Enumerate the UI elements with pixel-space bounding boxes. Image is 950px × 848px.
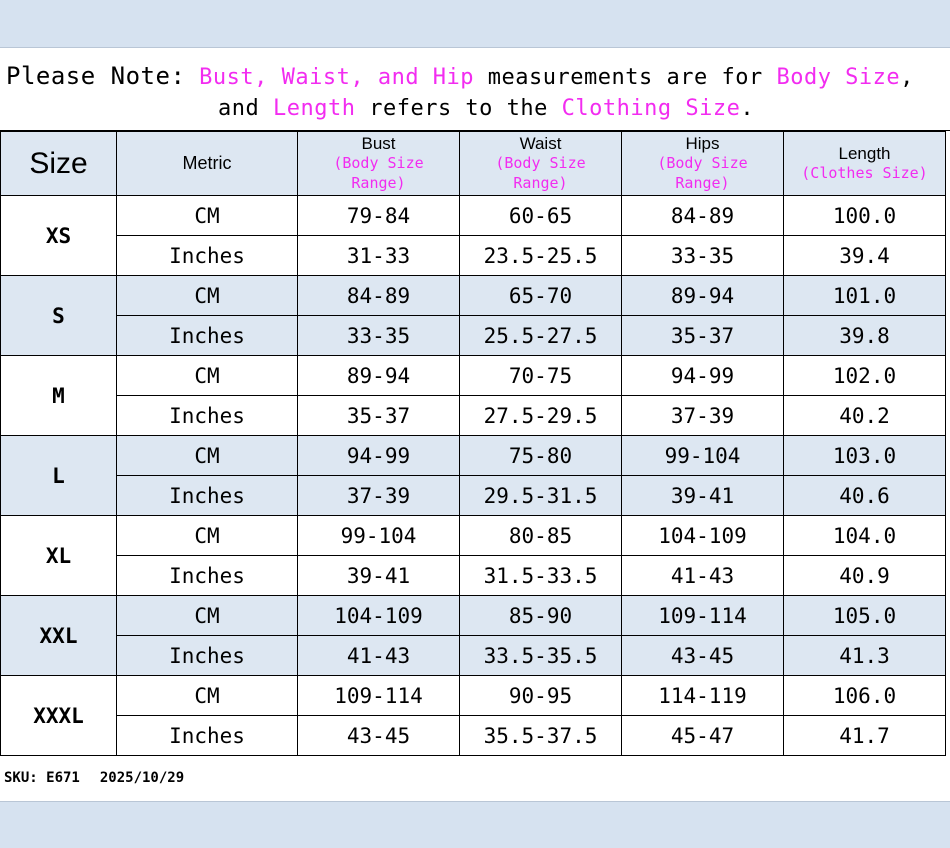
waist-cell: 70-75	[460, 356, 622, 396]
note-length: Length	[272, 96, 356, 121]
bust-cell: 37-39	[298, 476, 460, 516]
hips-cell: 99-104	[622, 436, 784, 476]
bust-cell: 35-37	[298, 396, 460, 436]
header-length	[784, 132, 946, 196]
metric-cell: Inches	[117, 396, 298, 436]
length-cell: 105.0	[784, 596, 946, 636]
length-cell: 102.0	[784, 356, 946, 396]
hips-cell: 94-99	[622, 356, 784, 396]
hips-cell: 39-41	[622, 476, 784, 516]
header-bust-sub-2: Range)	[351, 174, 406, 192]
bust-cell: 89-94	[298, 356, 460, 396]
hips-cell: 35-37	[622, 316, 784, 356]
bust-cell: 43-45	[298, 716, 460, 756]
note-comma: ,	[900, 65, 914, 90]
header-length-label: Length	[838, 144, 891, 163]
header-waist-sub-1: (Body Size	[495, 154, 586, 172]
metric-cell: Inches	[117, 636, 298, 676]
note-text-a: measurements are for	[474, 65, 777, 90]
metric-cell: CM	[117, 436, 298, 476]
table-row	[1, 516, 946, 556]
length-cell: 39.8	[784, 316, 946, 356]
size-label: L	[1, 436, 117, 516]
hips-cell: 41-43	[622, 556, 784, 596]
note-body-size: Body Size	[776, 65, 901, 90]
hips-cell: 33-35	[622, 236, 784, 276]
length-cell: 103.0	[784, 436, 946, 476]
metric-cell: CM	[117, 596, 298, 636]
metric-cell: Inches	[117, 556, 298, 596]
table-row	[1, 556, 946, 596]
note-clothing-size: Clothing Size	[561, 96, 741, 121]
length-cell: 101.0	[784, 276, 946, 316]
waist-cell: 65-70	[460, 276, 622, 316]
bust-cell: 109-114	[298, 676, 460, 716]
bust-cell: 41-43	[298, 636, 460, 676]
metric-cell: CM	[117, 676, 298, 716]
table-row	[1, 236, 946, 276]
size-label: XL	[1, 516, 117, 596]
note-text-c: refers to the	[355, 96, 562, 121]
bust-cell: 94-99	[298, 436, 460, 476]
waist-cell: 25.5-27.5	[460, 316, 622, 356]
bust-cell: 84-89	[298, 276, 460, 316]
size-label: S	[1, 276, 117, 356]
metric-cell: Inches	[117, 236, 298, 276]
waist-cell: 90-95	[460, 676, 622, 716]
table-row	[1, 716, 946, 756]
waist-cell: 75-80	[460, 436, 622, 476]
waist-cell: 31.5-33.5	[460, 556, 622, 596]
bust-cell: 33-35	[298, 316, 460, 356]
length-cell: 104.0	[784, 516, 946, 556]
header-hips-sub-2: Range)	[675, 174, 730, 192]
waist-cell: 85-90	[460, 596, 622, 636]
hips-cell: 43-45	[622, 636, 784, 676]
hips-cell: 104-109	[622, 516, 784, 556]
sku-date: 2025/10/29	[99, 770, 185, 786]
metric-cell: CM	[117, 516, 298, 556]
table-row	[1, 596, 946, 636]
waist-cell: 80-85	[460, 516, 622, 556]
note-line-2	[218, 96, 754, 121]
hips-cell: 84-89	[622, 196, 784, 236]
table-row	[1, 196, 946, 236]
header-bust	[298, 132, 460, 196]
note-period: .	[740, 96, 755, 121]
hips-cell: 45-47	[622, 716, 784, 756]
metric-cell: Inches	[117, 476, 298, 516]
waist-cell: 60-65	[460, 196, 622, 236]
table-row	[1, 356, 946, 396]
size-label: M	[1, 356, 117, 436]
sku-footer	[4, 770, 184, 786]
table-row	[1, 436, 946, 476]
waist-cell: 35.5-37.5	[460, 716, 622, 756]
note-lead: Please Note:	[6, 62, 186, 90]
hips-cell: 109-114	[622, 596, 784, 636]
bust-cell: 79-84	[298, 196, 460, 236]
length-cell: 39.4	[784, 236, 946, 276]
table-row	[1, 276, 946, 316]
table-row	[1, 476, 946, 516]
length-cell: 41.3	[784, 636, 946, 676]
length-cell: 40.9	[784, 556, 946, 596]
waist-cell: 33.5-35.5	[460, 636, 622, 676]
header-length-sub: (Clothes Size)	[801, 164, 928, 182]
size-label: XXL	[1, 596, 117, 676]
length-cell: 41.7	[784, 716, 946, 756]
waist-cell: 29.5-31.5	[460, 476, 622, 516]
header-metric: Metric	[117, 132, 298, 196]
table-row	[1, 316, 946, 356]
header-waist-label: Waist	[519, 134, 562, 153]
length-cell: 40.2	[784, 396, 946, 436]
size-label: XS	[1, 196, 117, 276]
table-header-row	[1, 132, 946, 196]
length-cell: 106.0	[784, 676, 946, 716]
metric-cell: CM	[117, 276, 298, 316]
bust-cell: 39-41	[298, 556, 460, 596]
header-waist-sub-2: Range)	[513, 174, 568, 192]
metric-cell: Inches	[117, 316, 298, 356]
size-table	[0, 131, 946, 756]
hips-cell: 89-94	[622, 276, 784, 316]
table-row	[1, 676, 946, 716]
note-measure-names: Bust, Waist, and Hip	[199, 65, 475, 90]
hips-cell: 114-119	[622, 676, 784, 716]
sku-code: SKU: E671	[4, 770, 80, 786]
bust-cell: 104-109	[298, 596, 460, 636]
size-chart-card	[0, 47, 950, 802]
size-label: XXXL	[1, 676, 117, 756]
header-hips-label: Hips	[685, 134, 720, 153]
measurement-note	[0, 48, 950, 131]
header-hips	[622, 132, 784, 196]
metric-cell: CM	[117, 356, 298, 396]
waist-cell: 23.5-25.5	[460, 236, 622, 276]
header-hips-sub-1: (Body Size	[657, 154, 748, 172]
header-waist	[460, 132, 622, 196]
metric-cell: Inches	[117, 716, 298, 756]
header-bust-sub-1: (Body Size	[333, 154, 424, 172]
bust-cell: 99-104	[298, 516, 460, 556]
table-row	[1, 636, 946, 676]
length-cell: 40.6	[784, 476, 946, 516]
metric-cell: CM	[117, 196, 298, 236]
header-size: Size	[1, 132, 117, 196]
bust-cell: 31-33	[298, 236, 460, 276]
header-bust-label: Bust	[361, 134, 396, 153]
length-cell: 100.0	[784, 196, 946, 236]
waist-cell: 27.5-29.5	[460, 396, 622, 436]
hips-cell: 37-39	[622, 396, 784, 436]
table-row	[1, 396, 946, 436]
note-text-b: and	[218, 96, 273, 121]
note-line-1	[6, 62, 914, 90]
